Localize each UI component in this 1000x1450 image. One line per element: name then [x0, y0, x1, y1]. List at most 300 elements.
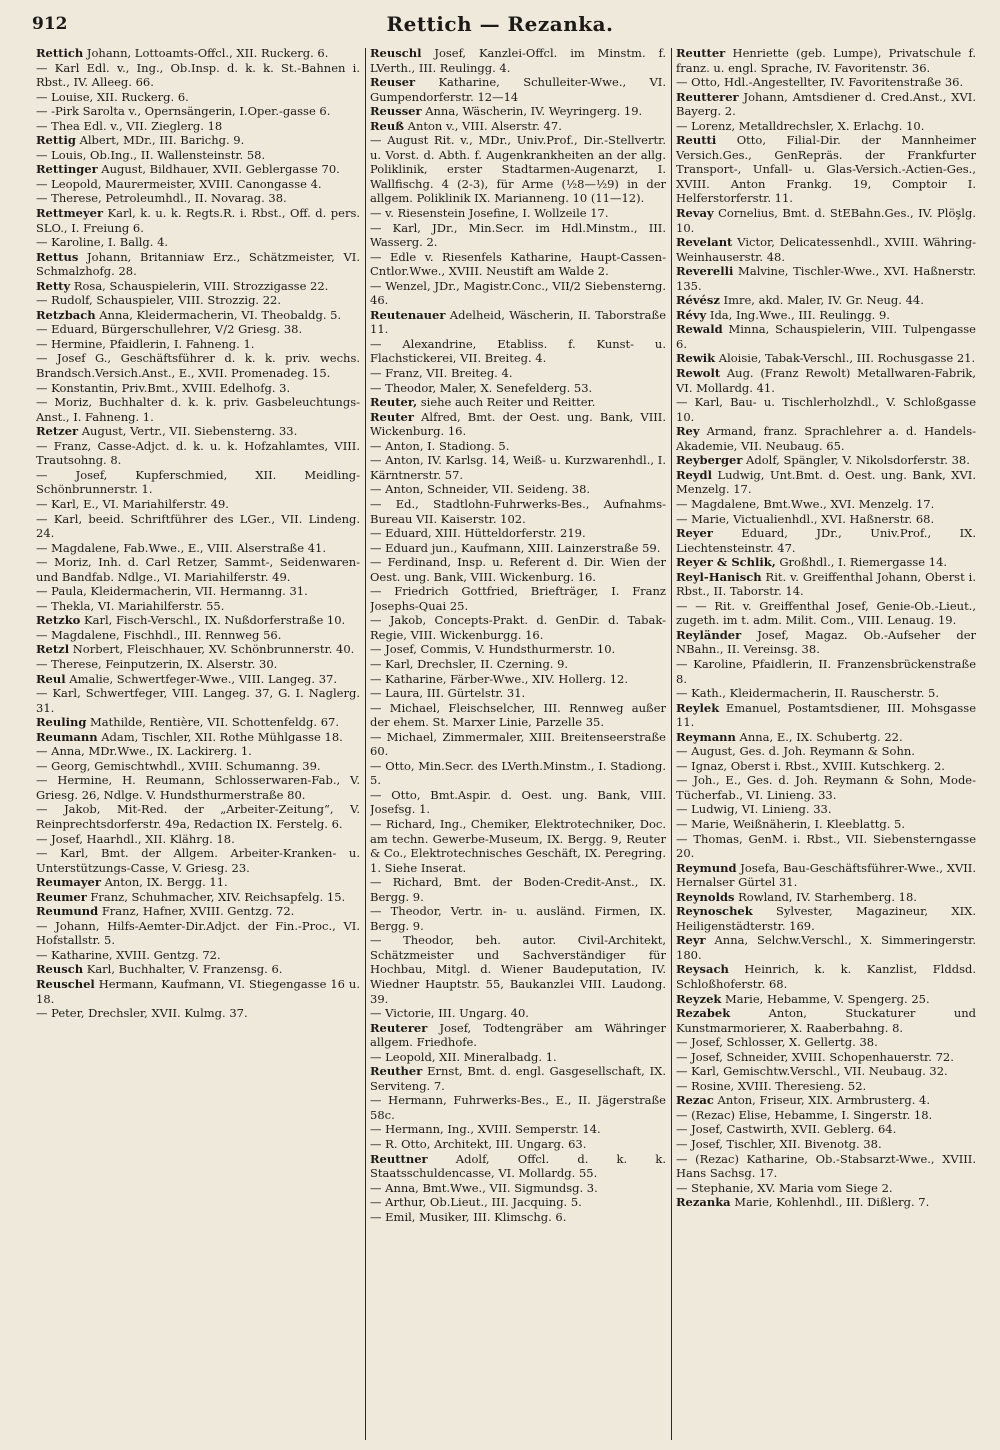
entry-surname: Rettich: [36, 46, 84, 60]
entry-details: — Josef, Schneider, XVIII. Schopenhauerstr. 72.: [676, 1049, 954, 1064]
directory-entry: [36, 599, 360, 614]
entry-details: — Edle v. Riesenfels Katharine, Haupt-Cassen-Cntlor.Wwe., XVIII. Neustift am Walde 2.: [370, 249, 666, 279]
entry-surname: Reyzek: [676, 991, 722, 1006]
directory-entry: [370, 366, 666, 381]
directory-entry: [676, 1152, 976, 1181]
directory-entry: [370, 1137, 666, 1152]
entry-details: Johann, Lottoamts-Offcl., XII. Ruckerg. 6.: [83, 46, 329, 60]
directory-entry: [676, 933, 976, 962]
directory-entry: [676, 1064, 976, 1079]
column-divider: [671, 48, 672, 1440]
entry-details: Anton v., VIII. Alserstr. 47.: [403, 118, 562, 133]
entry-details: — (Rezac) Katharine, Ob.-Stabsarzt-Wwe., XVIII. Hans Sachsg. 17.: [676, 1151, 976, 1181]
directory-entry: [676, 322, 976, 351]
directory-entry: [676, 861, 976, 890]
entry-surname: Retzer: [36, 424, 79, 439]
entry-details: — Anton, I. Stadiong. 5.: [370, 438, 510, 453]
entry-details: — Wenzel, JDr., Magistr.Conc., VII/2 Siebensterng. 46.: [370, 278, 666, 308]
entry-details: — Louis, Ob.Ing., II. Wallensteinstr. 58.: [36, 147, 266, 162]
entry-details: — Katharine, XVIII. Gentzg. 72.: [36, 947, 221, 962]
entry-details: — Theodor, beh. autor. Civil-Architekt, Schätzmeister und Sachverständiger für Hochbau, Mitgl. d. Wiener Baudeputation, IV. Wiedner Hauptstr. 55, Baukanzlei VIII. Laudong. 39.: [370, 933, 666, 1006]
entry-surname: Retzko: [36, 613, 81, 628]
directory-entry: [370, 119, 666, 134]
entry-surname: Reutterer: [676, 89, 739, 104]
directory-entry: [370, 104, 666, 119]
entry-details: Johann, Amtsdiener d. Cred.Anst., XVI. Bayerg. 2.: [676, 89, 976, 119]
entry-details: — Theodor, Vertr. in- u. ausländ. Firmen, IX. Bergg. 9.: [370, 904, 666, 933]
directory-entry: [370, 875, 666, 904]
entry-surname: Reynoschek: [676, 904, 753, 919]
directory-entry: [370, 1195, 666, 1210]
directory-entry: [36, 308, 360, 323]
entry-details: — Hermine, H. Reumann, Schlosserwaren-Fab., V. Griesg. 26, Ndlge. V. Hundsthurmerstraße 80.: [36, 773, 360, 802]
entry-details: — Josef, Castwirth, XVII. Geblerg. 64.: [676, 1122, 897, 1137]
entry-surname: Reutter: [676, 46, 726, 60]
directory-entry: [676, 817, 976, 832]
entry-details: — Otto, Min.Secr. des LVerth.Minstm., I. Stadiong. 5.: [370, 758, 666, 788]
directory-entry: [676, 206, 976, 235]
directory-entry: [370, 133, 666, 206]
directory-entry: [676, 133, 976, 206]
directory-entry: [676, 308, 976, 323]
directory-entry: [370, 933, 666, 1006]
directory-entry: [676, 555, 976, 570]
entry-details: — August Rit. v., MDr., Univ.Prof., Dir.-Stellvertr. u. Vorst. d. Abth. f. Augenkrankheiten an der allg. Poliklinik, erster Stadtarmen-Augenarzt, I. Wallfischg. 4 (2-3), für Arme (½8—½9) in der allgem. Poliklinik IX. Marianneng. 10 (11—12).: [370, 133, 666, 206]
directory-entry: [676, 235, 976, 264]
directory-entry: [36, 541, 360, 556]
directory-entry: [370, 759, 666, 788]
directory-entry: [676, 468, 976, 497]
entry-details: Malvine, Tischler-Wwe., XVI. Haßnerstr. 135.: [676, 264, 976, 293]
entry-details: Karl, Fisch-Verschl., IX. Nußdorferstraße 10.: [80, 613, 346, 628]
entry-details: August, Vertr., VII. Siebensterng. 33.: [78, 424, 298, 439]
entry-surname: Reysach: [676, 962, 729, 977]
entry-details: — Thomas, GenM. i. Rbst., VII. Siebensterngasse 20.: [676, 831, 976, 861]
directory-entry: [36, 90, 360, 105]
entry-details: — Jakob, Concepts-Prakt. d. GenDir. d. Tabak-Regie, VIII. Wickenburgg. 16.: [370, 613, 666, 642]
directory-entry: [36, 119, 360, 134]
entry-details: — Therese, Feinputzerin, IX. Alserstr. 30.: [36, 656, 278, 671]
entry-surname: Reumayer: [36, 875, 101, 890]
entry-details: Eduard, JDr., Univ.Prof., IX. Liechtensteinstr. 47.: [676, 526, 976, 555]
entry-details: August, Bildhauer, XVII. Geblergasse 70.: [97, 162, 340, 177]
directory-entry: [370, 308, 666, 337]
entry-details: Marie, Hebamme, V. Spengerg. 25.: [721, 991, 930, 1006]
entry-details: Marie, Kohlenhdl., III. Dißlerg. 7.: [730, 1195, 930, 1210]
directory-entry: [36, 744, 360, 759]
entry-surname: Reyberger: [676, 453, 743, 468]
directory-entry: [676, 992, 976, 1007]
entry-details: — Karl, Bau- u. Tischlerholzhdl., V. Schloßgasse 10.: [676, 395, 976, 424]
entry-details: — Anton, Schneider, VII. Seideng. 38.: [370, 482, 591, 497]
entry-details: — Therese, Petroleumhdl., II. Novarag. 38.: [36, 191, 287, 206]
entry-surname: Reuther: [370, 1064, 423, 1079]
directory-entry: [36, 468, 360, 497]
entry-surname: Rezabek: [676, 1006, 731, 1021]
entry-details: — Karl, Bmt. der Allgem. Arbeiter-Kranken- u. Unterstützungs-Casse, V. Griesg. 23.: [36, 846, 360, 875]
entry-surname: Reydl: [676, 467, 712, 482]
entry-details: — Hermine, Pfaidlerin, I. Fahneng. 1.: [36, 336, 255, 351]
entry-surname: Rezac: [676, 1093, 714, 1108]
entry-details: Mathilde, Rentière, VII. Schottenfeldg. 67.: [86, 715, 339, 730]
entry-details: — Michael, Fleischselcher, III. Rennweg außer der ehem. St. Marxer Linie, Parzelle 35.: [370, 700, 666, 730]
entry-details: Adam, Tischler, XII. Rothe Mühlgasse 18.: [97, 729, 343, 744]
entry-details: — Ludwig, VI. Linieng. 33.: [676, 802, 832, 817]
directory-entry: [36, 424, 360, 439]
page-number: 912: [32, 14, 68, 34]
running-title: Rettich — Rezanka.: [386, 12, 614, 36]
entry-surname: Reumann: [36, 729, 98, 744]
column-right: [676, 46, 976, 1444]
directory-entry: [370, 555, 666, 584]
entry-details: — Victorie, III. Ungarg. 40.: [370, 1006, 529, 1021]
entry-surname: Reuschel: [36, 977, 95, 991]
entry-details: — Louise, XII. Ruckerg. 6.: [36, 89, 189, 104]
directory-entry: [676, 46, 976, 75]
directory-entry: [370, 75, 666, 104]
entry-details: — Josef, Commis, V. Hundsthurmerstr. 10.: [370, 642, 616, 657]
entry-details: Rosa, Schauspielerin, VIII. Strozzigasse 22.: [70, 278, 329, 293]
page-header: [0, 0, 1000, 40]
column-middle: [370, 46, 666, 1444]
entry-details: Anna, E., IX. Schubertg. 22.: [735, 729, 903, 744]
entry-details: — Karl, JDr., Min.Secr. im Hdl.Minstm., III. Wasserg. 2.: [370, 220, 666, 250]
directory-entry: [36, 875, 360, 890]
entry-details: Franz, Schuhmacher, XIV. Reichsapfelg. 15.: [86, 889, 346, 904]
entry-details: Otto, Filial-Dir. der Mannheimer Versich.Ges., GenRepräs. der Frankfurter Transport-, Unfall- u. Glas-Versich.-Actien-Ges., XVIII. Anton Frankg. 19, Comptoir I. Helferstorferstr. 11.: [676, 133, 976, 206]
directory-entry: [370, 526, 666, 541]
directory-entry: [676, 773, 976, 802]
entry-details: Norbert, Fleischhauer, XV. Schönbrunnerstr. 40.: [69, 642, 355, 657]
entry-surname: Reumund: [36, 904, 99, 919]
directory-entry: [370, 381, 666, 396]
directory-entry: [36, 235, 360, 250]
entry-details: — Anton, IV. Karlsg. 14, Weiß- u. Kurzwarenhdl., I. Kärntnerstr. 57.: [370, 453, 666, 482]
entry-details: — Eduard jun., Kaufmann, XIII. Lainzerstraße 59.: [370, 540, 661, 555]
entry-details: — Lorenz, Metalldrechsler, X. Erlachg. 10.: [676, 118, 925, 133]
entry-details: — Otto, Hdl.-Angestellter, IV. Favoritenstraße 36.: [676, 75, 964, 90]
directory-entry: [676, 264, 976, 293]
entry-details: — Josef, Kupferschmied, XII. Meidling-Schönbrunnerstr. 1.: [36, 467, 360, 497]
entry-details: — Karl, Gemischtw.Verschl., VII. Neubaug. 32.: [676, 1064, 948, 1079]
entry-details: Aug. (Franz Rewolt) Metallwaren-Fabrik, VI. Mollardg. 41.: [676, 366, 976, 395]
entry-surname: Reverelli: [676, 264, 734, 279]
entry-surname: Rezanka: [676, 1195, 731, 1210]
entry-details: — Jakob, Mit-Red. der „Arbeiter-Zeitung“, V. Reinprechtsdorferstr. 49a, Redaction IX. Ferstelg. 6.: [36, 802, 360, 831]
directory-entry: [676, 890, 976, 905]
entry-details: — Franz, Casse-Adjct. d. k. u. k. Hofzahlamtes, VIII. Trautsohng. 8.: [36, 438, 360, 468]
directory-entry: [36, 759, 360, 774]
directory-entry: [676, 512, 976, 527]
entry-details: Josef, Kanzlei-Offcl. im Minstm. f. LVerth., III. Reulingg. 4.: [370, 46, 666, 75]
directory-entry: [36, 293, 360, 308]
entry-surname: Reuser: [370, 75, 416, 90]
directory-entry: [370, 904, 666, 933]
directory-entry: [676, 526, 976, 555]
entry-surname: Reutti: [676, 133, 717, 148]
directory-entry: [676, 453, 976, 468]
entry-details: Rit. v. Greiffenthal Johann, Oberst i. Rbst., II. Taborstr. 14.: [676, 569, 976, 599]
entry-surname: Retzl: [36, 642, 70, 657]
directory-entry: [36, 613, 360, 628]
directory-entry: [36, 206, 360, 235]
entry-details: — — Rit. v. Greiffenthal Josef, Genie-Ob.-Lieut., zugeth. im t. adm. Milit. Com., VIII. Lenaug. 19.: [676, 598, 976, 628]
directory-entry: [36, 977, 360, 1006]
entry-details: — Magdalene, Fischhdl., III. Rennweg 56.: [36, 627, 282, 642]
directory-entry: [676, 90, 976, 119]
entry-surname: Reutenauer: [370, 307, 446, 322]
directory-entry: [36, 715, 360, 730]
entry-details: Aloisie, Tabak-Verschl., III. Rochusgasse 21.: [715, 351, 976, 366]
entry-details: — Laura, III. Gürtelstr. 31.: [370, 686, 526, 701]
directory-entry: [676, 119, 976, 134]
entry-surname: Revelant: [676, 235, 733, 250]
directory-entry: [370, 584, 666, 613]
directory-entry: [370, 206, 666, 221]
entry-details: Emanuel, Postamtsdiener, III. Mohsgasse 11.: [676, 700, 976, 730]
entry-details: — Leopold, Maurermeister, XVIII. Canongasse 4.: [36, 176, 322, 191]
entry-details: — Katharine, Färber-Wwe., XIV. Hollerg. 12.: [370, 671, 629, 686]
entry-details: — Peter, Drechsler, XVII. Kulmg. 37.: [36, 1006, 248, 1021]
entry-surname: Reusch: [36, 962, 84, 977]
directory-entry: [370, 1050, 666, 1065]
entry-surname: Retzbach: [36, 307, 96, 322]
entry-surname: Rey: [676, 424, 700, 439]
entry-details: — Richard, Bmt. der Boden-Credit-Anst., IX. Bergg. 9.: [370, 875, 666, 904]
directory-entry: [676, 424, 976, 453]
entry-details: Katharine, Schulleiter-Wwe., VI. Gumpendorferstr. 12—14: [370, 75, 666, 104]
entry-details: — Rosine, XVIII. Theresieng. 52.: [676, 1078, 867, 1093]
directory-entry: [370, 1064, 666, 1093]
directory-entry: [36, 555, 360, 584]
directory-entry: [676, 1006, 976, 1035]
directory-entry: [370, 337, 666, 366]
directory-entry: [370, 686, 666, 701]
entry-details: siehe auch Reiter und Reitter.: [417, 395, 596, 410]
entry-details: Hermann, Kaufmann, VI. Stiegengasse 16 u. 18.: [36, 977, 360, 1006]
directory-entry: [36, 322, 360, 337]
entry-surname: Reuttner: [370, 1151, 428, 1166]
directory-entry: [36, 104, 360, 119]
entry-details: — Anna, MDr.Wwe., IX. Lackirerg. 1.: [36, 744, 252, 759]
directory-entry: [676, 1195, 976, 1210]
directory-entry: [36, 512, 360, 541]
directory-entry: [676, 962, 976, 991]
entry-details: — Theodor, Maler, X. Senefelderg. 53.: [370, 380, 593, 395]
directory-entry: [370, 613, 666, 642]
entry-details: — Karl, Schwertfeger, VIII. Langeg. 37, G. I. Naglerg. 31.: [36, 686, 360, 715]
directory-entry: [370, 482, 666, 497]
entry-details: Heinrich, k. k. Kanzlist, Flddsd. Schloßhoferstr. 68.: [676, 962, 976, 991]
directory-entry: [370, 672, 666, 687]
entry-details: — Marie, Victualienhdl., XVI. Haßnerstr. 68.: [676, 511, 935, 526]
entry-details: Anton, Stuckaturer und Kunstmarmorierer, X. Raaberbahng. 8.: [676, 1006, 976, 1035]
directory-entry: [370, 250, 666, 279]
entry-details: — (Rezac) Elise, Hebamme, I. Singerstr. 18.: [676, 1107, 933, 1122]
entry-details: — R. Otto, Architekt, III. Ungarg. 63.: [370, 1137, 587, 1152]
directory-entry: [370, 657, 666, 672]
entry-surname: Reyländer: [676, 627, 742, 642]
directory-entry: [370, 730, 666, 759]
directory-entry: [36, 672, 360, 687]
directory-entry: [370, 1181, 666, 1196]
entry-details: Amalie, Schwertfeger-Wwe., VIII. Langeg. 37.: [65, 671, 337, 686]
entry-details: — Michael, Zimmermaler, XIII. Breitenseerstraße 60.: [370, 729, 666, 759]
entry-surname: Révész: [676, 293, 720, 308]
directory-entry: [36, 61, 360, 90]
directory-entry: [36, 642, 360, 657]
directory-entry: [676, 686, 976, 701]
directory-entry: [36, 148, 360, 163]
entry-details: — Hermann, Fuhrwerks-Bes., E., II. Jägerstraße 58c.: [370, 1093, 666, 1122]
entry-surname: Reuter: [370, 409, 414, 424]
directory-entry: [36, 584, 360, 599]
entry-surname: Reuschl: [370, 46, 422, 60]
entry-details: — Georg, Gemischtwhdl., XVIII. Schumanng. 39.: [36, 758, 321, 773]
entry-details: Johann, Britanniaw Erz., Schätzmeister, VI. Schmalzhofg. 28.: [36, 249, 360, 279]
entry-details: — Thekla, VI. Mariahilferstr. 55.: [36, 598, 225, 613]
directory-entry: [676, 1079, 976, 1094]
directory-entry: [36, 177, 360, 192]
entry-details: Adolf, Offcl. d. k. k. Staatsschuldencasse, VI. Mollardg. 55.: [370, 1151, 666, 1181]
directory-entry: [676, 1137, 976, 1152]
directory-entry: [36, 381, 360, 396]
entry-details: Sylvester, Magazineur, XIX. Heiligenstädterstr. 169.: [676, 904, 976, 933]
entry-details: Victor, Delicatessenhdl., XVIII. Währing-Weinhauserstr. 48.: [676, 235, 976, 264]
entry-surname: Rewik: [676, 351, 716, 366]
entry-surname: Reylek: [676, 700, 720, 715]
directory-entry: [370, 497, 666, 526]
entry-details: Armand, franz. Sprachlehrer a. d. Handels-Akademie, VII. Neubaug. 65.: [676, 424, 976, 453]
entry-surname: Révy: [676, 307, 707, 322]
entry-details: — Karl, beeid. Schriftführer des LGer., VII. Lindeng. 24.: [36, 511, 360, 541]
entry-details: — v. Riesenstein Josefine, I. Wollzeile 17.: [370, 206, 609, 221]
entry-details: Cornelius, Bmt. d. StEBahn.Ges., IV. Plöşlg. 10.: [676, 206, 976, 235]
entry-details: — Karl Edl. v., Ing., Ob.Insp. d. k. k. St.-Bahnen i. Rbst., IV. Alleeg. 66.: [36, 60, 360, 90]
directory-entry: [676, 1050, 976, 1065]
directory-entry: [676, 1093, 976, 1108]
entry-details: — Karoline, I. Ballg. 4.: [36, 235, 169, 250]
directory-entry: [36, 686, 360, 715]
directory-entry: [370, 1021, 666, 1050]
entry-details: — Friedrich Gottfried, Briefträger, I. Franz Josephs-Quai 25.: [370, 584, 666, 613]
directory-entry: [370, 817, 666, 875]
entry-surname: Reyr: [676, 933, 706, 948]
entry-surname: Reuß: [370, 118, 404, 133]
directory-entry: [370, 453, 666, 482]
directory-entry: [36, 962, 360, 977]
entry-surname: Reusser: [370, 104, 422, 119]
directory-entry: [676, 657, 976, 686]
directory-entry: [36, 657, 360, 672]
entry-surname: Reul: [36, 671, 66, 686]
directory-entry: [36, 846, 360, 875]
directory-entry: [676, 802, 976, 817]
entry-details: — Arthur, Ob.Lieut., III. Jacquing. 5.: [370, 1195, 582, 1210]
entry-details: Karl, Buchhalter, V. Franzensg. 6.: [83, 962, 283, 977]
entry-details: Alfred, Bmt. der Oest. ung. Bank, VIII. Wickenburg. 16.: [370, 409, 666, 439]
directory-entry: [36, 948, 360, 963]
entry-details: — Joh., E., Ges. d. Joh. Reymann & Sohn, Mode-Tücherfab., VI. Linieng. 33.: [676, 773, 976, 802]
directory-entry: [370, 541, 666, 556]
directory-entry: [370, 1210, 666, 1225]
directory-entry: [676, 1108, 976, 1123]
entry-details: — Leopold, XII. Mineralbadg. 1.: [370, 1049, 557, 1064]
directory-entry: [370, 642, 666, 657]
directory-entry: [370, 410, 666, 439]
directory-entry: [36, 904, 360, 919]
entry-details: Karl, k. u. k. Regts.R. i. Rbst., Off. d. pers. SLO., I. Freiung 6.: [36, 206, 360, 235]
entry-surname: Reuter,: [370, 395, 418, 410]
entry-details: Adelheid, Wäscherin, II. Taborstraße 11.: [370, 307, 666, 337]
entry-details: — Alexandrine, Etabliss. f. Kunst- u. Flachstickerei, VII. Breiteg. 4.: [370, 336, 666, 366]
directory-entry: [36, 191, 360, 206]
directory-entry: [370, 1093, 666, 1122]
entry-details: — August, Ges. d. Joh. Reymann & Sohn.: [676, 744, 915, 759]
entry-details: Anna, Wäscherin, IV. Weyringerg. 19.: [421, 104, 643, 119]
entry-details: — Hermann, Ing., XVIII. Semperstr. 14.: [370, 1122, 601, 1137]
directory-entry: [36, 46, 360, 61]
directory-entry: [36, 351, 360, 380]
entry-details: — Anna, Bmt.Wwe., VII. Sigmundsg. 3.: [370, 1180, 598, 1195]
entry-details: Anna, Selchw.Verschl., X. Simmeringerstr. 180.: [676, 933, 976, 962]
column-divider: [365, 48, 366, 1440]
entry-surname: Rewald: [676, 322, 723, 337]
directory-entry: [676, 1035, 976, 1050]
entry-details: Anton, IX. Bergg. 11.: [100, 875, 228, 890]
entry-details: — Magdalene, Bmt.Wwe., XVI. Menzelg. 17.: [676, 496, 935, 511]
directory-entry: [676, 832, 976, 861]
entry-surname: Reyer: [676, 526, 713, 541]
entry-details: — Paula, Kleidermacherin, VII. Hermanng. 31.: [36, 584, 308, 599]
entry-details: — Konstantin, Priv.Bmt., XVIII. Edelhofg. 3.: [36, 380, 291, 395]
entry-surname: Retty: [36, 278, 71, 293]
entry-details: Albert, MDr., III. Barichg. 9.: [75, 133, 245, 148]
entry-details: Anna, Kleidermacherin, VI. Theobaldg. 5.: [95, 307, 342, 322]
entry-details: — Richard, Ing., Chemiker, Elektrotechniker, Doc. am techn. Gewerbe-Museum, IX. Bergg. 9, Reuter & Co., Elektrotechnisches Geschäft, IX. Peregring. 1. Siehe Inserat.: [370, 816, 666, 875]
directory-entry: [676, 1181, 976, 1196]
entry-details: — Thea Edl. v., VII. Zieglerg. 18: [36, 118, 223, 133]
entry-details: — Josef, Schlosser, X. Gellertg. 38.: [676, 1035, 878, 1050]
directory-entry: [676, 701, 976, 730]
directory-entry: [676, 293, 976, 308]
entry-details: Josef, Magaz. Ob.-Aufseher der NBahn., II. Vereinsg. 38.: [676, 627, 976, 657]
entry-surname: Rettig: [36, 133, 76, 148]
entry-details: — Karl, E., VI. Mariahilferstr. 49.: [36, 496, 229, 511]
entry-details: Rowland, IV. Starhemberg. 18.: [734, 889, 917, 904]
directory-entry: [370, 439, 666, 454]
directory-entry: [676, 351, 976, 366]
entry-surname: Reymund: [676, 860, 737, 875]
directory-entry: [370, 1152, 666, 1181]
entry-details: Franz, Hafner, XVIII. Gentzg. 72.: [98, 904, 295, 919]
entry-details: Ida, Ing.Wwe., III. Reulingg. 9.: [706, 307, 890, 322]
directory-entry: [370, 395, 666, 410]
entry-details: — Franz, VII. Breiteg. 4.: [370, 366, 513, 381]
directory-entry: [676, 1122, 976, 1137]
directory-entry: [36, 279, 360, 294]
entry-details: — -Pirk Sarolta v., Opernsängerin, I.Oper.-gasse 6.: [36, 104, 331, 119]
entry-surname: Rewolt: [676, 366, 721, 381]
directory-entry: [36, 919, 360, 948]
directory-entry: [676, 904, 976, 933]
directory-entry: [676, 366, 976, 395]
entry-details: — Karl, Drechsler, II. Czerning. 9.: [370, 656, 569, 671]
directory-entry: [36, 337, 360, 352]
directory-entry: [36, 133, 360, 148]
directory-entry: [36, 890, 360, 905]
entry-details: — Johann, Hilfs-Aemter-Dir.Adjct. der Fin.-Proc., VI. Hofstallstr. 5.: [36, 918, 360, 948]
